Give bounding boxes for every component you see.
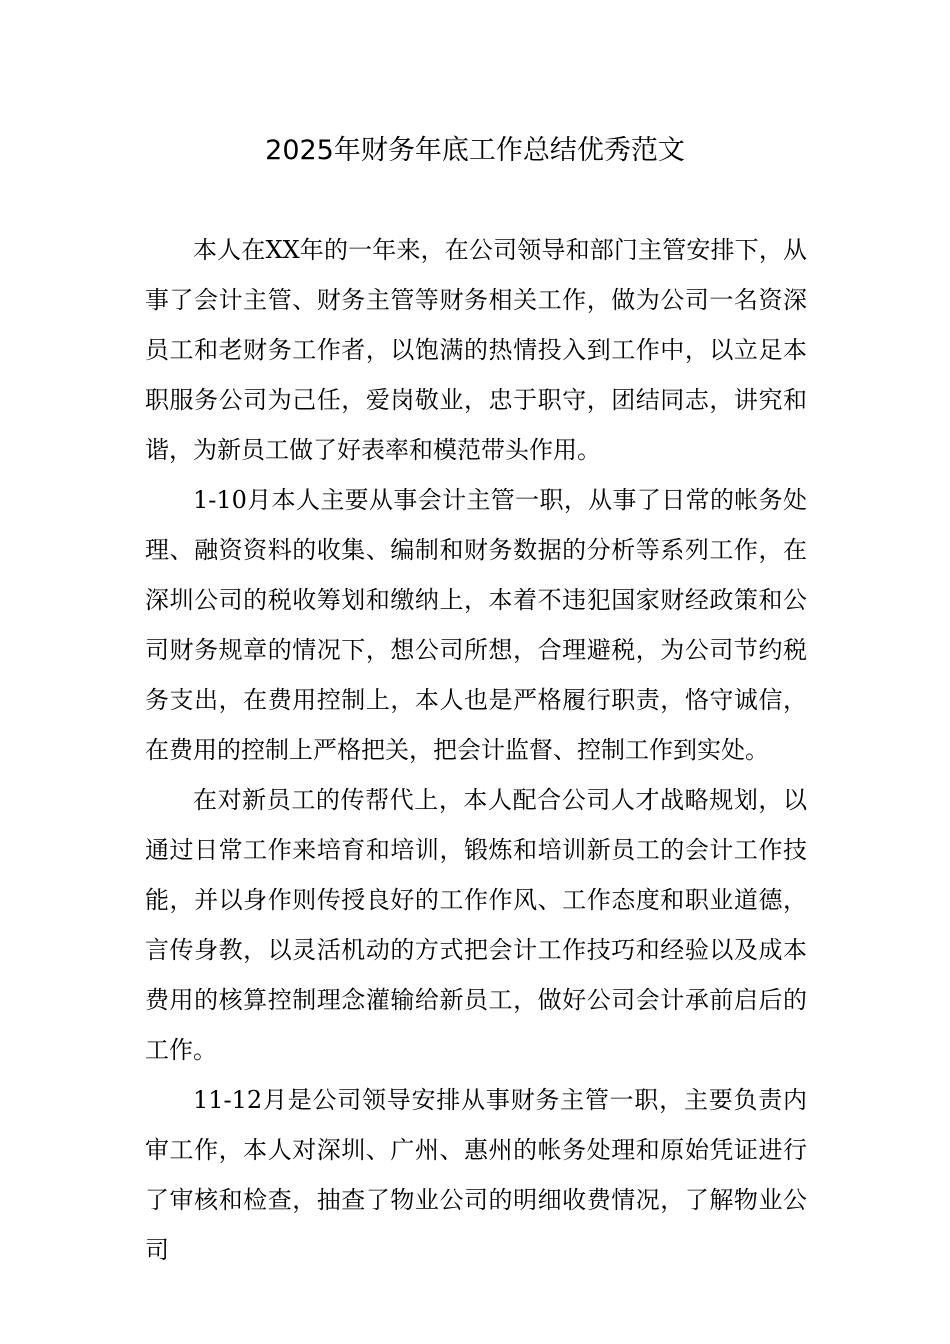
document-title: 2025年财务年底工作总结优秀范文 <box>265 135 685 166</box>
paragraph-1: 本人在XX年的一年来，在公司领导和部门主管安排下，从事了会计主管、财务主管等财务相关工作，做为公司一名资深员工和老财务工作者，以饱满的热情投入到工作中，以立足本职服务公司为己任，爱岗敬业，忠于职守，团结同志，讲究和谐，为新员工做了好表率和模范带头作用。 <box>145 236 807 464</box>
paragraph-4: 11-12月是公司领导安排从事财务主管一职，主要负责内审工作，本人对深圳、广州、惠州的帐务处理和原始凭证进行了审核和检查，抽查了物业公司的明细收费情况，了解物业公司 <box>145 1086 807 1264</box>
paragraph-3: 在对新员工的传帮代上，本人配合公司人才战略规划，以通过日常工作来培育和培训，锻炼和培训新员工的会计工作技能，并以身作则传授良好的工作作风、工作态度和职业道德，言传身教，以灵活机动的方式把会计工作技巧和经验以及成本费用的核算控制理念灌输给新员工，做好公司会计承前启后的工作。 <box>145 786 807 1064</box>
paragraph-2: 1-10月本人主要从事会计主管一职，从事了日常的帐务处理、融资资料的收集、编制和财务数据的分析等系列工作，在深圳公司的税收筹划和缴纳上，本着不违犯国家财经政策和公司财务规章的情况下，想公司所想，合理避税，为公司节约税务支出，在费用控制上，本人也是严格履行职责，恪守诚信，在费用的控制上严格把关，把会计监督、控制工作到实处。 <box>145 486 807 764</box>
document-body <box>145 225 807 1275</box>
